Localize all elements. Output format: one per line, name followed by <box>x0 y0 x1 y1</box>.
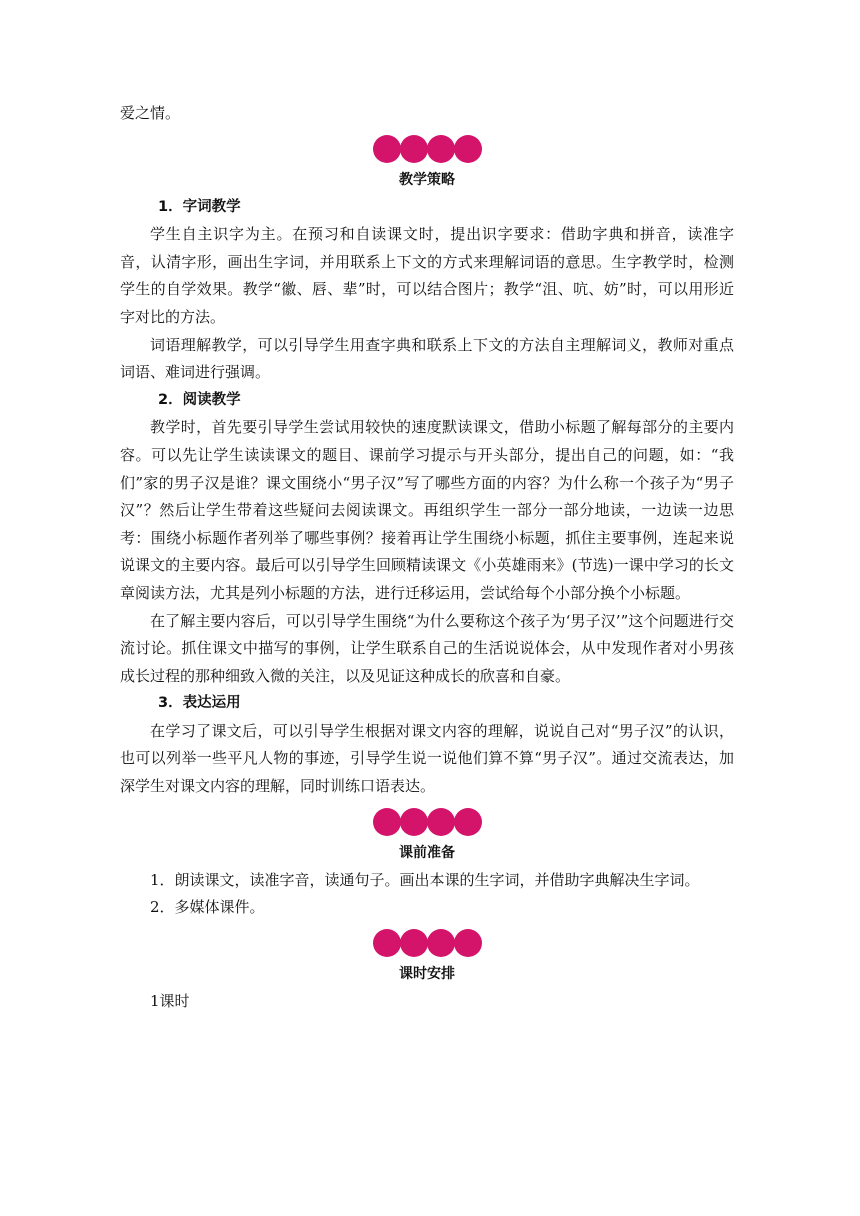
dot-icon <box>400 929 428 957</box>
decorative-dots <box>120 807 734 837</box>
dot-icon <box>427 808 455 836</box>
list-item: 1课时 <box>150 991 190 1010</box>
decorative-dots <box>120 928 734 958</box>
paragraph: 学生自主识字为主。在预习和自读课文时，提出识字要求：借助字典和拼音，读准字音，认清字形，画出生字词，并用联系上下文的方式来理解词语的意思。生字教学时，检测学生的自学效果。教学“徽、唇、辈”时，可以结合图片；教学“沮、吭、妨”时，可以用形近字对比的方法。 <box>120 225 734 326</box>
decorative-dots <box>120 134 734 164</box>
list-item: 2．多媒体课件。 <box>150 898 265 917</box>
dot-icon <box>454 135 482 163</box>
section-title: 教学策略 <box>399 171 455 188</box>
section-header-preparation <box>120 807 734 865</box>
intro-tail: 爱之情。 <box>120 104 181 122</box>
paragraph: 词语理解教学，可以引导学生用查字典和联系上下文的方法自主理解词义，教师对重点词语、难词进行强调。 <box>120 335 734 382</box>
paragraph: 在了解主要内容后，可以引导学生围绕“为什么要称这个孩子为‘男子汉’”这个问题进行交流讨论。抓住课文中描写的事例，让学生联系自己的生活说说体会，从中发现作者对小男孩成长过程的那种细致入微的关注，以及见证这种成长的欣喜和自豪。 <box>120 611 734 685</box>
section-header-schedule <box>120 928 734 986</box>
list-item: 1．朗读课文，读准字音，读通句子。画出本课的生字词，并借助字典解决生字词。 <box>150 870 700 889</box>
paragraph: 教学时，首先要引导学生尝试用较快的速度默读课文，借助小标题了解每部分的主要内容。可以先让学生读读课文的题目、课前学习提示与开头部分，提出自己的问题，如：“我们”家的男子汉是谁？课文围绕小“男子汉”写了哪些方面的内容？为什么称一个孩子为“男子汉”？然后让学生带着这些疑问去阅读课文。再组织学生一部分一部分地读，一边读一边思考：围绕小标题作者列举了哪些事例？接着再让学生围绕小标题，抓住主要事例，连起来说说课文的主要内容。最后可以引导学生回顾精读课文《小英雄雨来》(节选)一课中学习的长文章阅读方法，尤其是列小标题的方法，进行迁移运用，尝试给每个小部分换个小标题。 <box>120 418 734 602</box>
section-title: 课时安排 <box>399 965 455 982</box>
dot-icon <box>373 929 401 957</box>
dot-icon <box>373 808 401 836</box>
dot-icon <box>454 808 482 836</box>
section-header-strategy <box>120 134 734 192</box>
dot-icon <box>400 135 428 163</box>
dot-icon <box>373 135 401 163</box>
subheading-word-teaching: 1．字词教学 <box>158 198 241 215</box>
paragraph: 在学习了课文后，可以引导学生根据对课文内容的理解，说说自己对“男子汉”的认识，也可以列举一些平凡人物的事迹，引导学生说一说他们算不算“男子汉”。通过交流表达，加深学生对课文内容的理解，同时训练口语表达。 <box>120 721 734 796</box>
dot-icon <box>427 929 455 957</box>
dot-icon <box>400 808 428 836</box>
subheading-reading-teaching: 2．阅读教学 <box>158 391 241 408</box>
dot-icon <box>454 929 482 957</box>
section-title: 课前准备 <box>399 844 455 861</box>
dot-icon <box>427 135 455 163</box>
document-page <box>120 100 734 1015</box>
subheading-expression: 3．表达运用 <box>158 695 241 712</box>
